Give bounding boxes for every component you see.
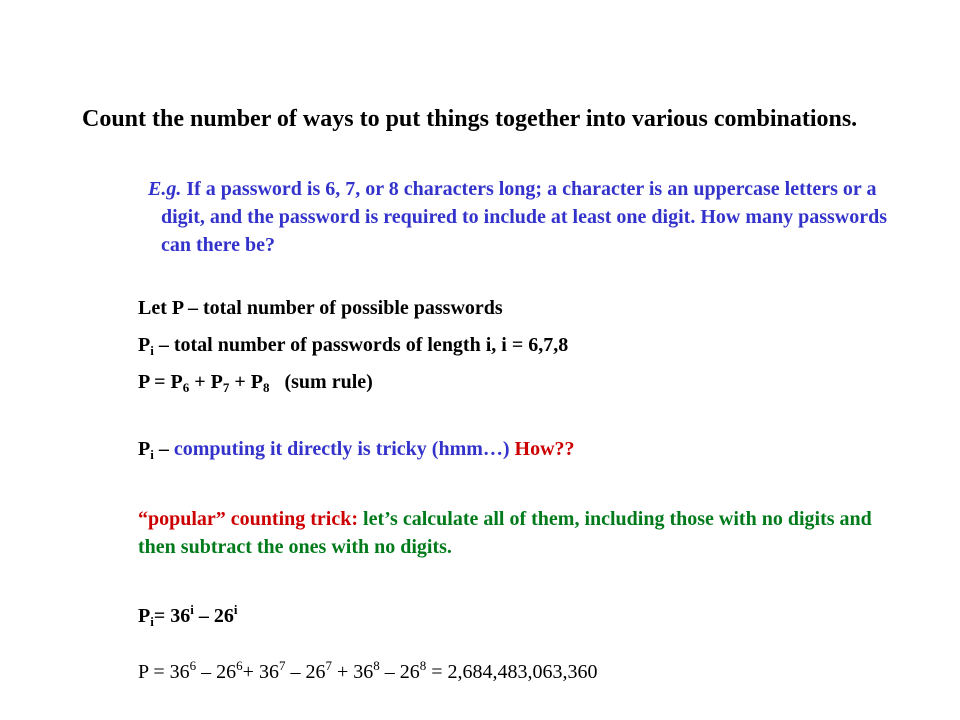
definition-p: Let P – total number of possible passwords xyxy=(138,297,503,319)
formula-exp-2: i xyxy=(233,602,238,617)
tricky-dash: – xyxy=(153,438,174,460)
tricky-red-text: How?? xyxy=(509,438,575,460)
example-eg-label: E.g. xyxy=(148,178,182,200)
sum-sub-7: 7 xyxy=(222,380,230,395)
pi-formula-line xyxy=(138,602,928,630)
tricky-p-symbol: P xyxy=(138,438,151,460)
definition-pi xyxy=(138,331,928,359)
total-exp-6: 8 xyxy=(419,658,427,673)
example-paragraph xyxy=(148,175,921,259)
total-term-6: – 26 xyxy=(379,661,420,683)
total-term-5: + 36 xyxy=(331,661,374,683)
formula-26: – 26 xyxy=(193,605,234,627)
sum-lhs: P = P xyxy=(138,371,183,393)
sum-plus-2: + P xyxy=(229,371,263,393)
tricky-blue-text: computing it directly is tricky (hmm…) xyxy=(173,438,510,460)
counting-trick-paragraph xyxy=(138,505,898,561)
tricky-p-subscript: i xyxy=(150,447,154,462)
sum-sub-8: 8 xyxy=(262,380,270,395)
total-exp-3: 7 xyxy=(278,658,286,673)
total-formula-line xyxy=(138,658,928,686)
pi-symbol: P xyxy=(138,334,151,356)
formula-exp-1: i xyxy=(190,602,194,617)
total-exp-4: 7 xyxy=(325,658,332,673)
total-result: = 2,684,483,063,360 xyxy=(426,661,598,683)
formula-p-symbol: P xyxy=(138,605,151,627)
sum-plus-1: + P xyxy=(189,371,223,393)
formula-p-subscript: i xyxy=(150,614,154,629)
sum-sub-6: 6 xyxy=(182,380,190,395)
sum-rule-line xyxy=(138,368,928,396)
total-term-3: + 36 xyxy=(242,661,279,683)
total-term-1: P = 36 xyxy=(138,661,190,683)
trick-description: let’s calculate all of them, including those with no digits and then subtract the ones with no digits. xyxy=(138,508,872,558)
sum-rule-note: (sum rule) xyxy=(269,371,373,393)
total-exp-5: 8 xyxy=(373,658,380,673)
total-exp-2: 6 xyxy=(236,658,243,673)
total-term-2: – 26 xyxy=(196,661,237,683)
total-term-4: – 26 xyxy=(285,661,326,683)
formula-36: = 36 xyxy=(153,605,191,627)
tricky-line xyxy=(138,435,928,463)
pi-subscript: i xyxy=(150,343,154,358)
slide-heading: Count the number of ways to put things together into various combinations. xyxy=(82,106,858,132)
pi-definition-text: – total number of passwords of length i, i = 6,7,8 xyxy=(153,334,569,356)
example-text: If a password is 6, 7, or 8 characters long; a character is an uppercase letters or a digit, and the password is required to include at least one digit. How many passwords can there be? xyxy=(161,178,888,256)
total-exp-1: 6 xyxy=(189,658,197,673)
trick-label: “popular” counting trick: xyxy=(138,508,359,530)
